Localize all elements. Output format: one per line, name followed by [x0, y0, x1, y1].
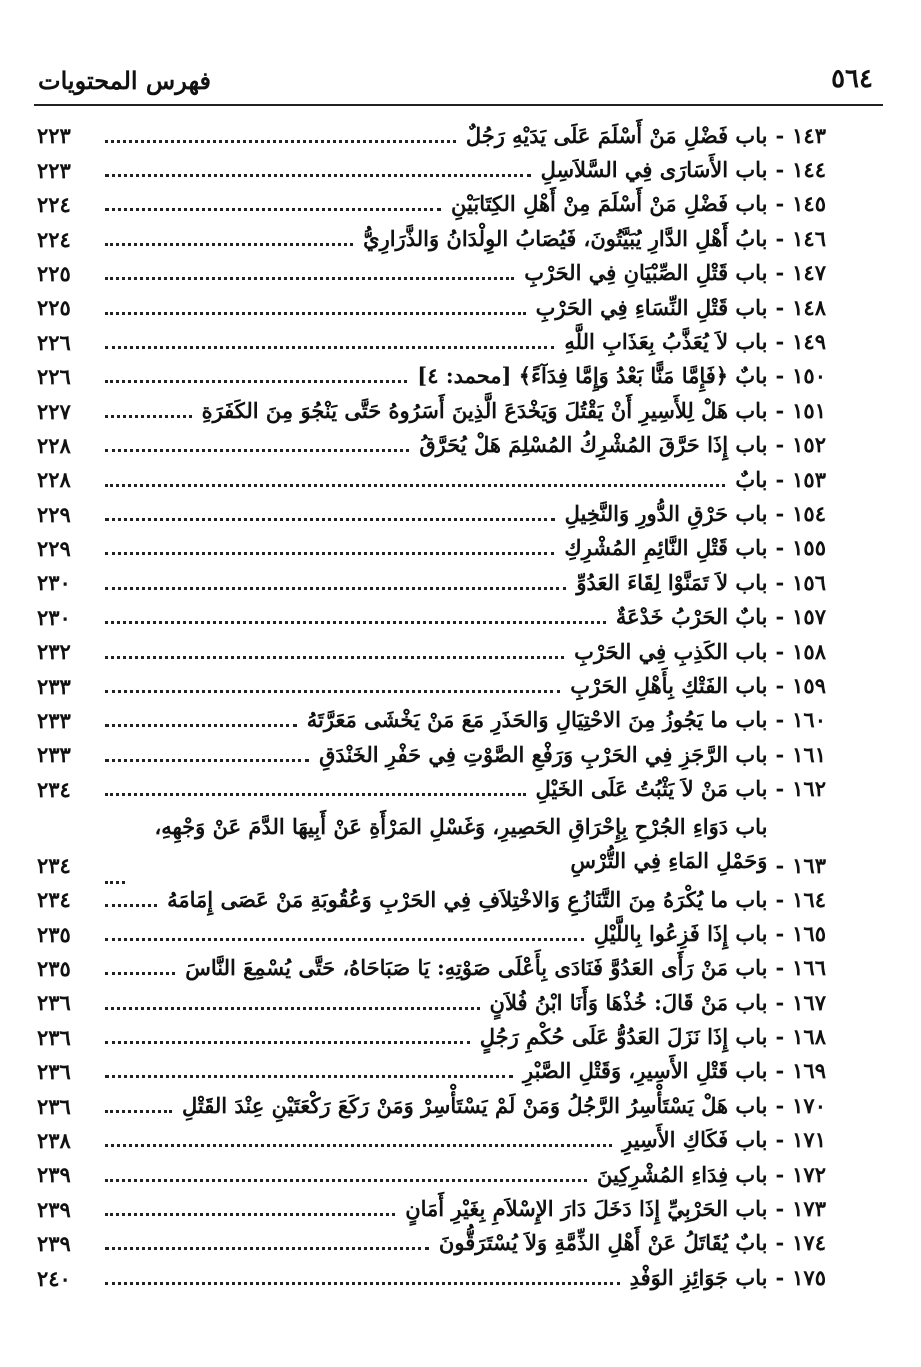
dot-leader: [105, 904, 157, 907]
dot-leader: [105, 938, 584, 941]
toc-entry: [37, 428, 826, 462]
entry-separator: -: [775, 157, 785, 183]
entry-title: باب دَوَاءِ الجُرْحِ بِإِحْرَاقِ الحَصِيرِ، وَغَسْلِ المَرْأَةِ عَنْ أَبِيهَا الدَّمَ عَنْ وَجْهِهِ، وَحَمْلِ المَاءِ فِي التُّرْسِ: [154, 813, 768, 873]
entry-number: ١٥٩: [792, 672, 826, 698]
entry-separator: -: [775, 604, 785, 630]
entry-page-number: ٢٣٨: [37, 1127, 71, 1153]
entry-title: باب مَنْ قَالَ: خُذْهَا وَأَنَا ابْنُ فُلاَنٍ: [489, 989, 768, 1015]
toc-entry: [37, 462, 826, 496]
entry-number: ١٥٧: [792, 604, 826, 630]
entry-title: باب إِذَا حَرَّقَ المُشْرِكُ المُسْلِمَ هَلْ يُحَرَّقُ: [419, 432, 768, 458]
entry-number: ١٧٢: [792, 1161, 826, 1187]
entry-page-number: ٢٣٩: [37, 1231, 71, 1257]
entry-title: باب مَنْ لاَ يَثْبُتُ عَلَى الخَيْلِ: [535, 776, 768, 802]
entry-title: باب قَتْلِ الصِّبْيَانِ فِي الحَرْبِ: [524, 260, 768, 286]
entry-number: ١٦٤: [792, 886, 826, 912]
dot-leader: [105, 587, 566, 590]
entry-page-number: ٢٢٥: [37, 295, 71, 321]
entry-title: باب فِدَاءِ المُشْرِكِينَ: [597, 1161, 768, 1187]
dot-leader: [105, 415, 192, 418]
entry-page-number: ٢٢٨: [37, 432, 71, 458]
entry-number: ١٧٥: [792, 1264, 826, 1290]
entry-page-number: ٢٣٥: [37, 955, 71, 981]
dot-leader: [105, 656, 564, 659]
entry-page-number: ٢٣٥: [37, 921, 71, 947]
page-header: [38, 62, 879, 100]
page-number: ٥٦٤: [831, 64, 873, 94]
entry-separator: -: [775, 225, 785, 251]
entry-page-number: ٢٢٣: [37, 157, 71, 183]
entry-title: باب الرَّجَزِ فِي الحَرْبِ وَرَفْعِ الصَّوْتِ فِي حَفْرِ الخَنْدَقِ: [319, 741, 768, 767]
entry-separator: -: [775, 920, 785, 946]
entry-title: بابٌ يُقَاتَلُ عَنْ أَهْلِ الذِّمَّةِ وَلاَ يُسْتَرَقُّونَ: [438, 1230, 768, 1256]
entry-page-number: ٢٢٤: [37, 226, 71, 252]
entry-title: باب قَتْلِ النِّسَاءِ فِي الحَرْبِ: [535, 294, 768, 320]
entry-separator: -: [775, 363, 785, 389]
dot-leader: [105, 380, 407, 383]
entry-page-number: ٢٢٤: [37, 192, 71, 218]
entry-page-number: ٢٣٢: [37, 639, 71, 665]
toc-entry: [37, 531, 826, 565]
toc-entry: [37, 703, 826, 737]
entry-number: ١٥١: [792, 397, 826, 423]
toc-entry: [37, 118, 826, 152]
toc-entry: [37, 668, 826, 702]
toc-entry: [37, 187, 826, 221]
entry-page-number: ٢٢٨: [37, 467, 71, 493]
entry-page-number: ٢٤٠: [37, 1265, 71, 1291]
toc-entry: [37, 359, 826, 393]
entry-page-number: ٢٢٩: [37, 501, 71, 527]
entry-separator: -: [775, 1058, 785, 1084]
entry-number: ١٦٧: [792, 989, 826, 1015]
dot-leader: [105, 1075, 513, 1078]
dot-leader: [105, 1179, 587, 1182]
entry-title: باب الفَتْكِ بِأَهْلِ الحَرْبِ: [570, 672, 768, 698]
entry-number: ١٥٢: [792, 432, 826, 458]
entry-title: بابُ أَهْلِ الدَّارِ يُبَيَّتُونَ، فَيُصَابُ الوِلْدَانُ وَالذَّرَارِيُّ: [363, 225, 768, 251]
entry-separator: -: [775, 569, 785, 595]
dot-leader: [105, 1213, 395, 1216]
entry-separator: -: [775, 122, 785, 148]
entry-title: بابٌ ﴿فَإِمَّا مَنًّا بَعْدُ وَإِمَّا فِدَآءً﴾ [محمد: ٤]: [417, 363, 768, 389]
entry-number: ١٤٥: [792, 191, 826, 217]
entry-separator: -: [775, 329, 785, 355]
entry-page-number: ٢٢٣: [37, 123, 71, 149]
toc-entry: [37, 806, 826, 882]
entry-title: باب إِذَا فَزِعُوا بِاللَّيْلِ: [593, 920, 768, 946]
dot-leader: [105, 1247, 429, 1250]
entry-title: باب هَلْ يَسْتَأْسِرُ الرَّجُلُ وَمَنْ لَمْ يَسْتَأْسِرْ وَمَنْ رَكَعَ رَكْعَتَيْنِ عِنْدَ القَتْلِ: [181, 1092, 768, 1118]
dot-leader: [105, 1007, 480, 1010]
entry-page-number: ٢٣٦: [37, 1093, 71, 1119]
toc-entry: [37, 256, 826, 290]
entry-number: ١٤٤: [792, 157, 826, 183]
entry-page-number: ٢٢٦: [37, 329, 71, 355]
dot-leader: [105, 243, 353, 246]
entry-number: ١٤٦: [792, 225, 826, 251]
entry-title: بابٌ الحَرْبُ خَدْعَةٌ: [615, 604, 768, 630]
toc-list: [37, 118, 826, 1295]
entry-separator: -: [775, 886, 785, 912]
toc-entry: [37, 1054, 826, 1088]
entry-separator: -: [775, 989, 785, 1015]
entry-title: باب إِذَا نَزَلَ العَدُوُّ عَلَى حُكْمِ رَجُلٍ: [479, 1024, 768, 1050]
dot-leader: [105, 277, 514, 280]
entry-title: باب لاَ يُعَذَّبُ بِعَذَابِ اللَّهِ: [564, 329, 768, 355]
toc-entry: [37, 1157, 826, 1191]
entry-page-number: ٢٣٣: [37, 708, 71, 734]
entry-separator: -: [775, 672, 785, 698]
entry-title: باب ما يَجُوزُ مِنَ الاحْتِيَالِ وَالحَذَرِ مَعَ مَنْ يَخْشَى مَعَرَّتَهُ: [306, 707, 768, 733]
toc-entry: [37, 985, 826, 1019]
toc-entry: [37, 290, 826, 324]
entry-separator: -: [775, 1264, 785, 1290]
entry-page-number: ٢٣٣: [37, 742, 71, 768]
entry-separator: -: [775, 776, 785, 802]
entry-number: ١٥٨: [792, 638, 826, 664]
entry-number: ١٧٤: [792, 1230, 826, 1256]
entry-title: باب الأَسَارَى فِي السَّلاَسِلِ: [540, 157, 768, 183]
dot-leader: [105, 759, 309, 762]
entry-separator: -: [775, 1196, 785, 1222]
dot-leader: [105, 312, 526, 315]
toc-entry: [37, 565, 826, 599]
entry-number: ١٦٣: [792, 852, 826, 878]
entry-title: باب حَرْقِ الدُّورِ وَالنَّخِيلِ: [564, 500, 768, 526]
toc-entry: [37, 1019, 826, 1053]
entry-separator: -: [775, 1024, 785, 1050]
entry-page-number: ٢٢٦: [37, 364, 71, 390]
entry-page-number: ٢٣٠: [37, 570, 71, 596]
toc-entry: [37, 324, 826, 358]
entry-number: ١٤٧: [792, 260, 826, 286]
dot-leader: [105, 1282, 620, 1285]
entry-number: ١٥٤: [792, 500, 826, 526]
entry-page-number: ٢٢٥: [37, 260, 71, 286]
entry-title: باب هَلْ لِلأَسِيرِ أَنْ يَقْتُلَ وَيَخْدَعَ الَّذِينَ أَسَرُوهُ حَتَّى يَنْجُوَ مِنَ الكَفَرَةِ: [201, 397, 768, 423]
toc-entry: [37, 951, 826, 985]
dot-leader: [105, 793, 526, 796]
entry-separator: -: [775, 1161, 785, 1187]
dot-leader: [105, 972, 175, 975]
entry-separator: -: [775, 741, 785, 767]
entry-separator: -: [775, 1127, 785, 1153]
dot-leader: [105, 621, 606, 624]
dot-leader: [105, 690, 560, 693]
dot-leader: [105, 140, 456, 143]
entry-number: ١٦١: [792, 741, 826, 767]
toc-entry: [37, 1260, 826, 1294]
entry-separator: -: [775, 535, 785, 561]
dot-leader: [105, 552, 554, 555]
entry-number: ١٧٠: [792, 1092, 826, 1118]
entry-title: باب الكَذِبِ فِي الحَرْبِ: [574, 638, 768, 664]
header-rule: [34, 104, 883, 106]
toc-entry: [37, 1088, 826, 1122]
entry-number: ١٦٢: [792, 776, 826, 802]
entry-separator: -: [775, 1092, 785, 1118]
entry-title: باب فَضْلِ مَنْ أَسْلَمَ عَلَى يَدَيْهِ رَجُلٌ: [465, 122, 768, 148]
entry-number: ١٦٦: [792, 955, 826, 981]
toc-entry: [37, 882, 826, 916]
entry-number: ١٤٨: [792, 294, 826, 320]
toc-entry: [37, 393, 826, 427]
entry-separator: -: [775, 260, 785, 286]
dot-leader: [105, 1144, 612, 1147]
entry-title: بابٌ: [735, 466, 768, 492]
entry-page-number: ٢٣٤: [37, 776, 71, 802]
entry-number: ١٧١: [792, 1127, 826, 1153]
entry-page-number: ٢٣٦: [37, 1059, 71, 1085]
toc-entry: [37, 152, 826, 186]
dot-leader: [105, 208, 441, 211]
entry-separator: -: [775, 955, 785, 981]
toc-entry: [37, 1191, 826, 1225]
entry-title: باب قَتْلِ النَّائِمِ المُشْرِكِ: [564, 535, 768, 561]
entry-page-number: ٢٣٦: [37, 990, 71, 1016]
entry-page-number: ٢٣٩: [37, 1162, 71, 1188]
toc-entry: [37, 496, 826, 530]
entry-separator: -: [775, 294, 785, 320]
dot-leader: [105, 174, 531, 177]
dot-leader: [105, 346, 554, 349]
entry-title: باب ما يُكْرَهُ مِنَ التَّنَازُعِ وَالاخْتِلاَفِ فِي الحَرْبِ وَعُقُوبَةِ مَنْ عَصَى إِمَامَهُ: [167, 886, 768, 912]
entry-title: باب جَوَائِزِ الوَفْدِ: [629, 1264, 768, 1290]
entry-number: ١٤٣: [792, 122, 826, 148]
entry-number: ١٦٩: [792, 1058, 826, 1084]
entry-number: ١٦٨: [792, 1024, 826, 1050]
toc-entry: [37, 634, 826, 668]
entry-separator: -: [775, 466, 785, 492]
entry-separator: -: [775, 852, 785, 878]
toc-entry: [37, 599, 826, 633]
entry-page-number: ٢٣٣: [37, 673, 71, 699]
toc-entry: [37, 221, 826, 255]
entry-title: باب الحَرْبِيِّ إِذَا دَخَلَ دَارَ الإِسْلاَمِ بِغَيْرِ أَمَانٍ: [405, 1196, 768, 1222]
dot-leader: [105, 449, 409, 452]
entry-number: ١٥٥: [792, 535, 826, 561]
entry-number: ١٥٠: [792, 363, 826, 389]
entry-separator: -: [775, 638, 785, 664]
toc-entry: [37, 737, 826, 771]
entry-number: ١٥٦: [792, 569, 826, 595]
dot-leader: [105, 1041, 470, 1044]
entry-page-number: ٢٣٤: [37, 852, 71, 878]
entry-number: ١٤٩: [792, 329, 826, 355]
entry-title: باب مَنْ رَأَى العَدُوَّ فَنَادَى بِأَعْلَى صَوْتِهِ: يَا صَبَاحَاهُ، حَتَّى يُسْمِعَ النَّاسَ: [185, 955, 768, 981]
entry-separator: -: [775, 500, 785, 526]
entry-number: ١٦٠: [792, 707, 826, 733]
entry-page-number: ٢٣٩: [37, 1196, 71, 1222]
dot-leader: [105, 484, 725, 487]
entry-number: ١٥٣: [792, 466, 826, 492]
entry-title: باب لاَ تَمَنَّوْا لِقَاءَ العَدُوِّ: [576, 569, 768, 595]
entry-page-number: ٢٢٧: [37, 398, 71, 424]
toc-entry: [37, 771, 826, 805]
entry-page-number: ٢٢٩: [37, 536, 71, 562]
dot-leader: [105, 1110, 172, 1113]
entry-page-number: ٢٣٦: [37, 1024, 71, 1050]
entry-separator: -: [775, 191, 785, 217]
entry-separator: -: [775, 397, 785, 423]
entry-title: باب فَضْلِ مَنْ أَسْلَمَ مِنْ أَهْلِ الكِتَابَيْنِ: [451, 191, 768, 217]
entry-page-number: ٢٣٤: [37, 887, 71, 913]
toc-entry: [37, 1123, 826, 1157]
entry-separator: -: [775, 707, 785, 733]
entry-number: ١٧٣: [792, 1196, 826, 1222]
entry-page-number: ٢٣٠: [37, 604, 71, 630]
entry-number: ١٦٥: [792, 920, 826, 946]
entry-separator: -: [775, 432, 785, 458]
page-title: فهرس المحتويات: [38, 66, 212, 95]
dot-leader: [105, 518, 555, 521]
toc-entry: [37, 1226, 826, 1260]
entry-title: باب فَكَاكِ الأَسِيرِ: [622, 1127, 768, 1153]
entry-title: باب قَتْلِ الأَسِيرِ، وَقَتْلِ الصَّبْرِ: [523, 1058, 768, 1084]
toc-entry: [37, 916, 826, 950]
entry-separator: -: [775, 1230, 785, 1256]
dot-leader: [105, 724, 297, 727]
